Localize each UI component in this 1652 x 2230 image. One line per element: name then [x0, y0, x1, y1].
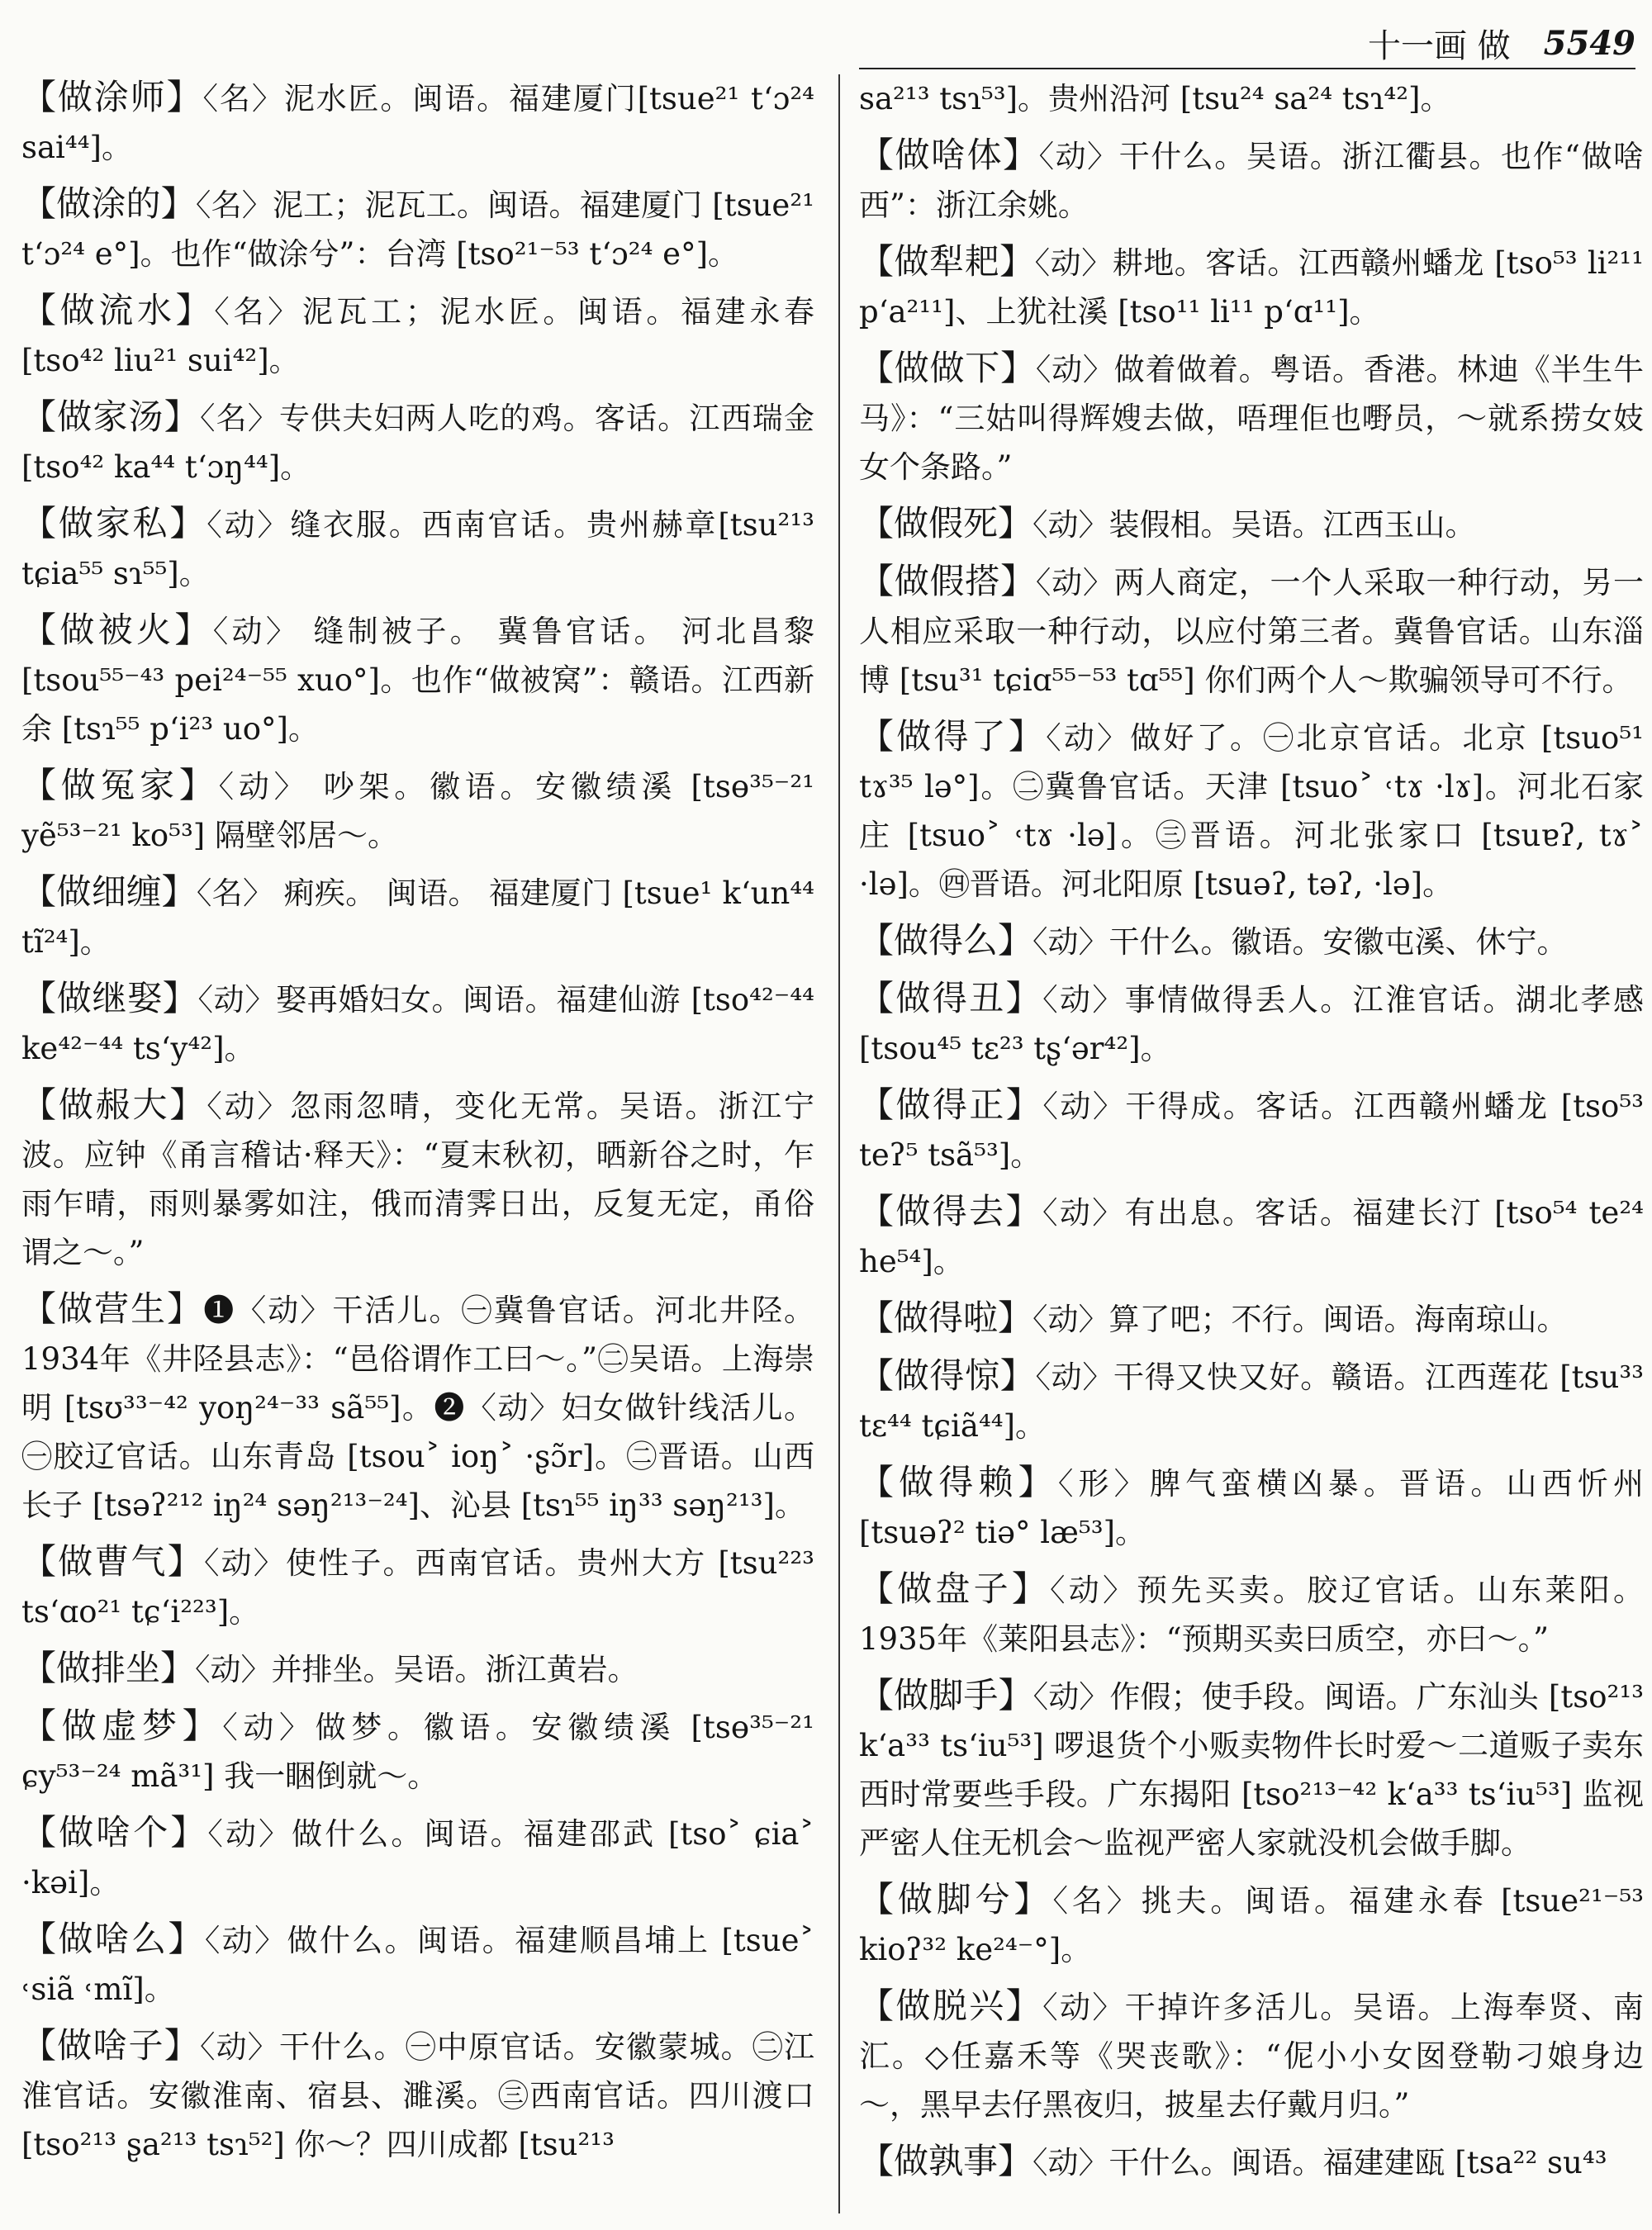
entry-headword: 【做孰事】	[859, 2141, 1033, 2181]
entry-headword: 【做啥个】	[21, 1812, 208, 1853]
dictionary-entry	[21, 1808, 814, 1907]
entry-text: 〈动〉并排坐。吴语。浙江黄岩。	[195, 1652, 638, 1687]
page-number: 5549	[1543, 23, 1635, 63]
entry-text: 〈形〉脾气蛮横凶暴。晋语。山西忻州 [tsuəʔ² tiə° læ⁵³]。	[859, 1466, 1644, 1550]
dictionary-entry	[21, 1701, 814, 1801]
entry-text: 〈动〉装假相。吴语。江西玉山。	[1032, 507, 1476, 543]
dictionary-entry	[21, 605, 814, 753]
entry-headword: 【做得赖】	[859, 1462, 1058, 1502]
entry-headword: 【做啥子】	[21, 2025, 200, 2066]
entry-text: 〈动〉做着做着。粤语。香港。林迪《半生牛马》：“三姑叫得辉嫂去做，唔理佢也嘢员，～就系捞女妓女个条路。”	[859, 352, 1644, 485]
dictionary-entry	[859, 1875, 1644, 1974]
entry-text: 〈动〉使性子。西南官话。贵州大方 [tsu²²³ tsʻɑo²¹ tɕʻi²²³]。	[21, 1545, 814, 1630]
entry-text: 〈动〉干得成。客话。江西赣州蟠龙 [tso⁵³ teʔ⁵ tsã⁵³]。	[859, 1089, 1644, 1173]
dictionary-entry	[21, 761, 814, 860]
entry-headword: 【做被火】	[21, 610, 213, 650]
dictionary-entry	[21, 1080, 814, 1277]
dictionary-entry	[859, 1351, 1644, 1450]
entry-headword: 【做排坐】	[21, 1648, 196, 1688]
dictionary-entry-continued	[859, 73, 1644, 123]
entry-headword: 【做脚手】	[859, 1675, 1033, 1715]
entry-text: 〈动〉干什么。吴语。浙江衢县。也作“做啥西”：浙江余姚。	[859, 139, 1644, 223]
dictionary-entry	[21, 286, 814, 385]
entry-headword: 【做营生】	[21, 1288, 204, 1329]
entry-text: 〈动〉有出息。客话。福建长汀 [tso⁵⁴ te²⁴ he⁵⁴]。	[859, 1195, 1644, 1279]
entry-headword: 【做涂的】	[21, 183, 196, 224]
entry-headword: 【做啥体】	[859, 135, 1039, 175]
entry-headword: 【做家汤】	[21, 396, 200, 437]
entry-headword: 【做细缠】	[21, 871, 197, 912]
entry-text: 〈动〉作假；使手段。闽语。广东汕头 [tso²¹³ kʻa³³ tsʻiu⁵³] 啰退货个小贩卖物件长时爱～二道贩子卖东西时常要些手段。广东揭阳 [tso²¹³⁻⁴² kʻa³³ tsʻiu⁵³] 监视严密人住无机会～监视严密人家就没机会做手脚。	[859, 1679, 1644, 1861]
entry-headword: 【做啥么】	[21, 1919, 205, 1959]
entry-text: 〈动〉算了吧；不行。闽语。海南琼山。	[1032, 1302, 1568, 1337]
dictionary-entry	[859, 557, 1644, 705]
entry-text: 〈名〉泥瓦工；泥水匠。闽语。福建永春 [tso⁴² liu²¹ sui⁴²]。	[21, 294, 814, 378]
dictionary-entry	[859, 1564, 1644, 1663]
entry-headword: 【做做下】	[859, 348, 1036, 388]
dictionary-entry	[21, 1537, 814, 1636]
entry-text: 〈动〉干掉许多活儿。吴语。上海奉贤、南汇。◇任嘉禾等《哭丧歌》：“伲小小女囡登勒刁娘身边～，黑早去仔黑夜归，披星去仔戴月归。”	[859, 1990, 1644, 2123]
entry-headword: 【做冤家】	[21, 765, 219, 805]
entry-headword: 【做得了】	[859, 716, 1047, 757]
entry-headword: 【做得丑】	[859, 978, 1043, 1018]
dictionary-entry	[859, 1293, 1644, 1344]
dictionary-entry	[21, 2021, 814, 2169]
dictionary-entry	[21, 1914, 814, 2014]
dictionary-entry	[859, 499, 1644, 549]
dictionary-entry	[859, 1080, 1644, 1179]
dictionary-entry	[21, 974, 814, 1073]
entry-headword: 【做犁耙】	[859, 241, 1035, 282]
entry-headword: 【做假死】	[859, 503, 1033, 543]
dictionary-entry	[859, 1187, 1644, 1286]
entry-headword: 【做家私】	[21, 503, 207, 543]
entry-headword: 【做得去】	[859, 1191, 1042, 1231]
entry-text: ❶〈动〉干活儿。㊀冀鲁官话。河北井陉。1934年《井陉县志》：“邑俗谓作工曰～。”㊁吴语。上海崇明 [tsʊ³³⁻⁴² yoŋ²⁴⁻³³ sã⁵⁵]。❷〈动〉妇女做针线活儿。㊀胶辽官话。山东青岛 [tsou˃ ioŋ˃ ·ʂɔ̃r]。㊁晋语。山西长子 [tsəʔ²¹² iŋ²⁴ səŋ²¹³⁻²⁴]、沁县 [tsɿ⁵⁵ iŋ³³ səŋ²¹³]。	[21, 1293, 814, 1523]
entry-text: 〈名〉专供夫妇两人吃的鸡。客话。江西瑞金 [tso⁴² ka⁴⁴ tʻɔŋ⁴⁴]。	[21, 401, 814, 485]
entry-text: 〈动〉做什么。闽语。福建邵武 [tso˃ ɕia˃ ·kəi]。	[21, 1816, 814, 1900]
entry-text: 〈动〉预先买卖。胶辽官话。山东莱阳。1935年《莱阳县志》：“预期买卖曰质空，亦曰～。”	[859, 1573, 1644, 1657]
entry-headword: 【做假搭】	[859, 561, 1036, 601]
column-divider	[838, 74, 840, 2213]
dictionary-entry	[859, 344, 1644, 491]
entry-text: 〈动〉耕地。客话。江西赣州蟠龙 [tso⁵³ li²¹¹ pʻa²¹¹]、上犹社溪 [tso¹¹ li¹¹ pʻɑ¹¹]。	[859, 245, 1644, 330]
entry-headword: 【做盘子】	[859, 1568, 1051, 1609]
entry-text: 〈动〉做梦。徽语。安徽绩溪 [tsɵ³⁵⁻²¹ ɕy⁵³⁻²⁴ mã³¹] 我一睏倒就～。	[21, 1710, 814, 1794]
entry-text: 〈名〉挑夫。闽语。福建永春 [tsue²¹⁻⁵³ kioʔ³² ke²⁴⁻°]。	[859, 1883, 1644, 1967]
entry-text: 〈动〉缝衣服。西南官话。贵州赫章[tsu²¹³ tɕia⁵⁵ sɿ⁵⁵]。	[21, 507, 814, 591]
dictionary-entry	[21, 179, 814, 278]
entry-text: 〈名〉 痢疾。 闽语。 福建厦门 [tsue¹ kʻun⁴⁴ tĩ²⁴]。	[21, 875, 814, 960]
dictionary-entry	[859, 237, 1644, 336]
page-header	[859, 18, 1635, 69]
entry-text: 〈动〉 缝制被子。 冀鲁官话。 河北昌黎 [tsou⁵⁵⁻⁴³ pei²⁴⁻⁵⁵ xuo°]。也作“做被窝”：赣语。江西新余 [tsɿ⁵⁵ pʻi²³ uo°]。	[21, 614, 814, 747]
entry-headword: 【做脱兴】	[859, 1986, 1043, 2026]
entry-text: 〈名〉泥工；泥瓦工。闽语。福建厦门 [tsue²¹ tʻɔ²⁴ e°]。也作“做涂兮”：台湾 [tso²¹⁻⁵³ tʻɔ²⁴ e°]。	[21, 187, 814, 272]
entry-headword: 【做继娶】	[21, 978, 198, 1018]
right-column	[859, 73, 1644, 2222]
entry-headword: 【做脚兮】	[859, 1879, 1053, 1919]
left-column	[21, 73, 814, 2222]
entry-headword: 【做虚梦】	[21, 1706, 223, 1746]
entry-headword: 【做涂师】	[21, 77, 203, 117]
dictionary-entry	[859, 974, 1644, 1073]
entry-text: 〈动〉干得又快又好。赣语。江西莲花 [tsu³³ tɛ⁴⁴ tɕiã⁴⁴]。	[859, 1359, 1644, 1444]
entry-headword: 【做流水】	[21, 290, 215, 330]
dictionary-entry	[21, 1284, 814, 1530]
dictionary-entry	[859, 1981, 1644, 2129]
entry-text: 〈动〉事情做得丢人。江淮官话。湖北孝感 [tsou⁴⁵ tɛ²³ tʂʻər⁴²]。	[859, 982, 1644, 1066]
dictionary-entry	[859, 916, 1644, 966]
entry-headword: 【做得惊】	[859, 1355, 1036, 1396]
entry-headword: 【做得啦】	[859, 1298, 1033, 1338]
entry-text: 〈动〉干什么。闽语。福建建瓯 [tsa²² su⁴³	[1032, 2145, 1607, 2180]
entry-text: 〈动〉忽雨忽晴，变化无常。吴语。浙江宁波。应钟《甬言稽诂·释天》：“夏末秋初，晒新谷之时，乍雨乍晴，雨则暴雾如注，俄而清霁日出，反复无定，甬俗谓之～。”	[21, 1089, 814, 1270]
dictionary-entry	[21, 392, 814, 491]
entry-headword: 【做曹气】	[21, 1541, 204, 1582]
entry-text: 〈动〉干什么。徽语。安徽屯溪、休宁。	[1032, 924, 1568, 960]
dictionary-entry	[859, 712, 1644, 909]
entry-text: sa²¹³ tsɿ⁵³]。贵州沿河 [tsu²⁴ sa²⁴ tsɿ⁴²]。	[859, 81, 1451, 116]
dictionary-entry	[21, 1644, 814, 1694]
running-title: 十一画 做	[1367, 26, 1511, 65]
dictionary-entry	[859, 2137, 1644, 2187]
dictionary-entry	[21, 73, 814, 172]
dictionary-entry	[21, 499, 814, 598]
entry-headword: 【做得正】	[859, 1084, 1043, 1125]
entry-text: 〈名〉泥水匠。闽语。福建厦门[tsue²¹ tʻɔ²⁴ sai⁴⁴]。	[21, 81, 814, 165]
dictionary-entry	[21, 867, 814, 966]
entry-text: 〈动〉做好了。㊀北京官话。北京 [tsuo⁵¹ tɤ³⁵ lə°]。㊁冀鲁官话。天津 [tsuo˃ ˓tɤ ·lɤ]。河北石家庄 [tsuo˃ ˓tɤ ·lə]。㊂晋语。河北张家口 [tsuɐʔ, tɤ˃ ·lə]。㊃晋语。河北阳原 [tsuəʔ, təʔ, ·lə]。	[859, 720, 1644, 902]
entry-headword: 【做得么】	[859, 920, 1033, 961]
entry-text: 〈动〉 吵架。徽语。安徽绩溪 [tsɵ³⁵⁻²¹ yẽ⁵³⁻²¹ ko⁵³] 隔壁邻居～。	[21, 769, 814, 853]
dictionary-entry	[859, 1458, 1644, 1557]
dictionary-entry	[859, 1671, 1644, 1867]
entry-text: 〈动〉两人商定，一个人采取一种行动，另一人相应采取一种行动，以应付第三者。冀鲁官话。山东淄博 [tsu³¹ tɕiɑ⁵⁵⁻⁵³ tɑ⁵⁵] 你们两个人～欺骗领导可不行。	[859, 565, 1644, 698]
entry-text: 〈动〉娶再婚妇女。闽语。福建仙游 [tso⁴²⁻⁴⁴ ke⁴²⁻⁴⁴ tsʻy⁴²]。	[21, 982, 814, 1066]
entry-text: 〈动〉做什么。闽语。福建顺昌埔上 [tsue˃ ˓siã ˓mĩ]。	[21, 1923, 814, 2007]
entry-headword: 【做赧大】	[21, 1084, 207, 1125]
entry-text: 〈动〉干什么。㊀中原官话。安徽蒙城。㊁江淮官话。安徽淮南、宿县、濉溪。㊂西南官话。四川渡口 [tso²¹³ ʂa²¹³ tsɿ⁵²] 你～？四川成都 [tsu²¹³	[21, 2029, 814, 2162]
dictionary-entry	[859, 130, 1644, 230]
